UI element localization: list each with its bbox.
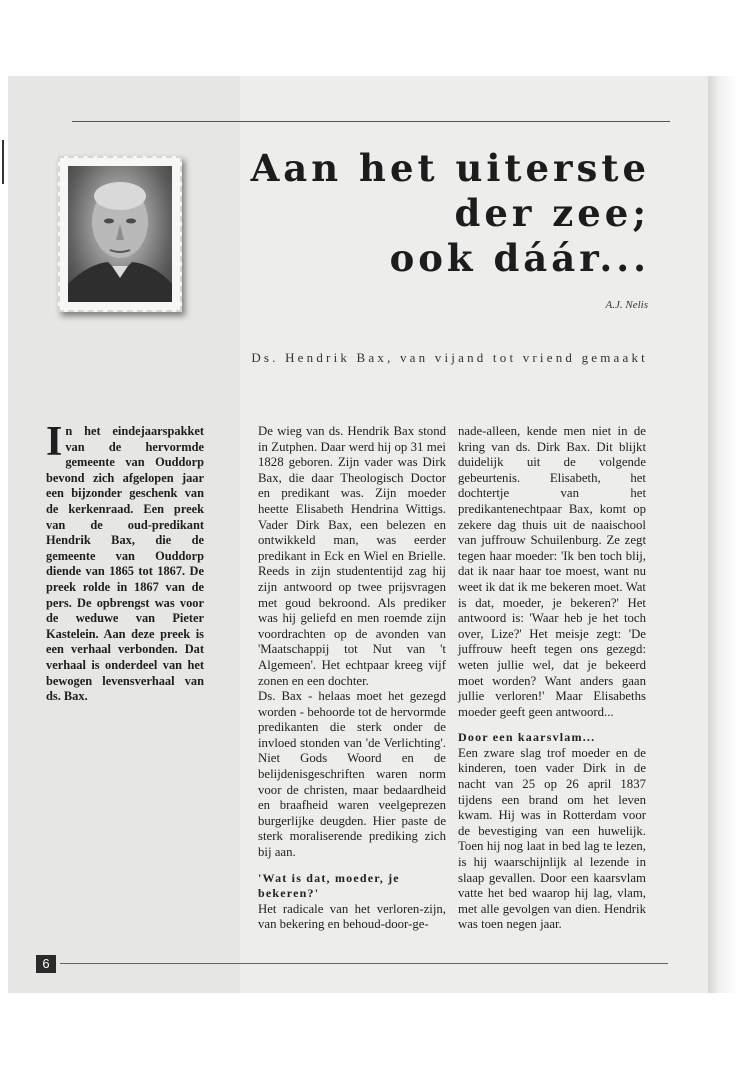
column1-paragraph-1: De wieg van ds. Hendrik Bax stond in Zutphen. Daar werd hij op 31 mei 1828 geboren. Zijn vader was Dirk Bax, die daar Theologisch Doctor en predikant was. Zijn moeder heette Elisabeth Hendrina Wittigs. Vader Dirk Bax, een belezen en ontwikkeld man, was eerder predikant in Eck en Wiel en Brielle. Reeds in zijn studententijd zag hij zijn antwoord op twee prijsvragen met goud bekroond. Als prediker was hij geliefd en men roemde zijn voordrachten op de avonden van 'Maatschappij tot Nut van 't Algemeen'. Het echtpaar kreeg vijf zonen en een dochter.	[258, 424, 446, 688]
drop-cap: I	[46, 419, 63, 465]
title-line-2: der zee;	[454, 191, 650, 235]
intro-paragraph	[46, 419, 204, 705]
portrait-illustration	[68, 166, 172, 302]
intro-text: n het eindejaarspakket van de hervormde gemeente van Ouddorp bevond zich afgelopen jaar een bijzonder geschenk van de kerkenraad. Een preek van de oud-predikant Hendrik Bax, die de gemeente van Ouddorp diende van 1865 tot 1867. De preek rolde in 1867 van de pers. De opbrengst was voor de weduwe van Pieter Kastelein. Aan deze preek is een verhaal verbonden. Dat verhaal is onderdeel van het bewogen levensverhaal van ds. Bax.	[46, 424, 204, 704]
author-byline: A.J. Nelis	[605, 299, 648, 311]
column2-paragraph-1: nade-alleen, kende men niet in de kring van ds. Dirk Bax. Dit blijkt duidelijk uit de volgende gebeurtenis. Elisabeth, het dochtertje van het predikantenechtpaar Bax, komt op zekere dag thuis uit de naaischool van juffrouw Schuilenburg. Ze zegt tegen haar moeder: 'Ik ben toch blij, dat ik naar haar toe moest, want nu weet ik dat ik me bekeren moet. Wat is dat, moeder, je bekeren?' Het antwoord is: 'Waar heb je het toch over, Lize?' Het meisje zegt: 'De juffrouw heeft tegen ons gezegd: weten jullie wel, dat je bekeerd moet worden? Want anders gaan jullie verloren!' Maar Elisabeths moeder geeft geen antwoord...	[458, 424, 646, 719]
column2-subheading: Door een kaarsvlam...	[458, 730, 596, 745]
title-line-3: ook dáár...	[389, 236, 650, 280]
column2-paragraph-2: Een zware slag trof moeder en de kinderen, toen vader Dirk in de nacht van 25 op 26 april 1837 tijdens een brand om het leven kwam. Hij was in Rotterdam voor de bevestiging van een huwelijk. Toen hij nog laat in bed lag te lezen, is hij waarschijnlijk al lezende in slaap gevallen. Door een kaarsvlam vatte het bed waarop hij lag, vlam, met alle gevolgen van dien. Hendrik was toen negen jaar.	[458, 745, 646, 932]
article-subtitle: Ds. Hendrik Bax, van vijand tot vriend gemaakt	[251, 350, 648, 365]
article-title	[210, 146, 650, 281]
spine-mark	[2, 140, 4, 184]
portrait-photo	[68, 166, 172, 302]
bottom-rule	[60, 963, 668, 964]
page-edge	[708, 76, 738, 993]
body-column-2	[458, 424, 646, 933]
column1-subheading: 'Wat is dat, moeder, je bekeren?'	[258, 870, 400, 901]
column1-paragraph-2: Ds. Bax - helaas moet het gezegd worden - behoorde tot de hervormde predikanten die sterk onder de invloed stonden van 'de Verlichting'. Niet Gods Woord en de belijdenisgeschriften waren norm voor de christen, maar bedaardheid en braafheid waren veelgeprezen burgerlijke deugden. Hier paste de sterk moraliserende prediking zich bij aan.	[258, 689, 446, 860]
column1-paragraph-3: Het radicale van het verloren-zijn, van bekering en behoud-door-ge-	[258, 901, 446, 932]
page-number: 6	[36, 955, 56, 973]
title-line-1: Aan het uiterste	[250, 146, 650, 190]
portrait-photo-frame	[58, 156, 182, 312]
body-column-1	[258, 424, 446, 933]
top-rule	[72, 121, 670, 122]
